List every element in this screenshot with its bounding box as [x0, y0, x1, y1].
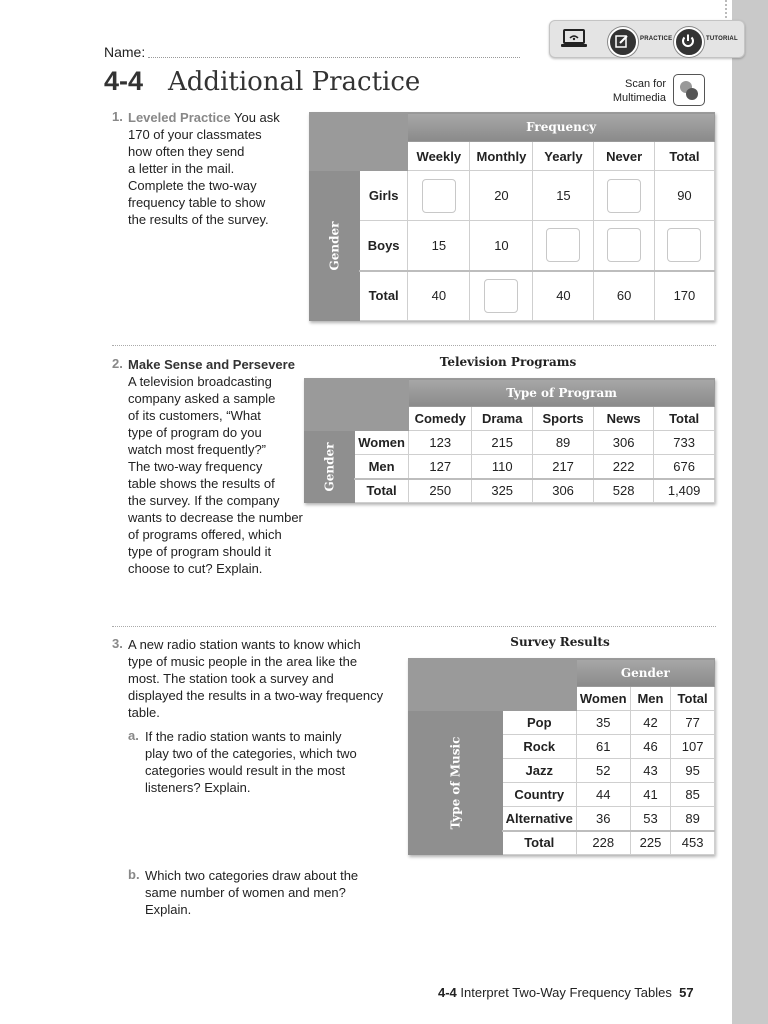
table-cell: 15 [533, 171, 594, 221]
row-header: Men [354, 455, 408, 479]
column-header: Never [594, 142, 654, 171]
column-header: Men [630, 687, 670, 711]
table-cell: 41 [630, 783, 670, 807]
tutorial-icon[interactable] [674, 27, 704, 57]
q2-line-7: the survey. If the company [128, 493, 280, 508]
table-row [305, 431, 715, 455]
tutorial-label[interactable]: TUTORIAL [706, 36, 738, 42]
q1-side-label: Gender [327, 221, 342, 270]
q1-line-0: You ask [230, 110, 280, 125]
practice-label[interactable]: PRACTICE [640, 36, 673, 42]
q2-side-label: Gender [322, 442, 337, 491]
table-cell: 107 [671, 735, 715, 759]
q2-band-header: Type of Program [409, 379, 715, 407]
page-number: 57 [679, 985, 694, 1000]
q2-television-table [304, 378, 715, 503]
q2-line-5: The two-way frequency [128, 459, 263, 474]
q3b-line-0: Which two categories draw about the [145, 868, 359, 883]
table-cell: 35 [576, 711, 630, 735]
table-cell: 170 [654, 271, 714, 321]
answer-box[interactable] [667, 228, 701, 262]
q2-lead: Make Sense and Persevere [128, 357, 295, 372]
table-row [310, 171, 715, 221]
column-header: Total [671, 687, 715, 711]
section-divider [112, 626, 716, 627]
q3-number: 3. [112, 636, 123, 651]
column-header: Total [654, 407, 715, 431]
q1-frequency-table [309, 112, 715, 321]
q1-lead: Leveled Practice [128, 110, 231, 125]
section-divider [112, 345, 716, 346]
q1-side-header [310, 171, 360, 321]
q1-line-6: the results of the survey. [128, 212, 269, 227]
q3a-line-2: categories would result in the most [145, 763, 346, 778]
row-header: Rock [502, 735, 576, 759]
q3-line-0: A new radio station wants to know which [128, 637, 361, 652]
answer-cell[interactable] [408, 171, 470, 221]
q2-line-4: watch most frequently?” [128, 442, 267, 457]
table-cell: 325 [472, 479, 533, 503]
table-cell: 20 [470, 171, 533, 221]
table-cell: 528 [594, 479, 654, 503]
q1-line-3: a letter in the mail. [128, 161, 235, 176]
table-cell: 733 [654, 431, 715, 455]
name-line[interactable] [148, 57, 520, 58]
row-header: Total [359, 271, 407, 321]
table-cell: 43 [630, 759, 670, 783]
q3-side-header [409, 711, 503, 855]
page-footer [438, 985, 694, 1000]
table-cell: 676 [654, 455, 715, 479]
q3-line-4: table. [128, 705, 160, 720]
q3-survey-table [408, 658, 715, 855]
table-cell: 123 [409, 431, 472, 455]
footer-lesson: 4-4 [438, 985, 457, 1000]
table-cell: 306 [533, 479, 594, 503]
answer-cell[interactable] [594, 221, 654, 271]
q2-line-0: A television broadcasting [128, 374, 272, 389]
q3-line-3: displayed the results in a two-way frequency [128, 688, 384, 703]
table-row [305, 455, 715, 479]
q2-line-9: of programs offered, which [128, 527, 282, 542]
row-header: Girls [359, 171, 407, 221]
q3-band-header: Gender [576, 659, 714, 687]
table-cell: 42 [630, 711, 670, 735]
row-header: Total [502, 831, 576, 855]
q3a-text [145, 728, 385, 796]
q2-line-11: choose to cut? Explain. [128, 561, 263, 576]
table-cell: 89 [671, 807, 715, 831]
answer-box[interactable] [484, 279, 518, 313]
q1-text [128, 109, 298, 228]
answer-cell[interactable] [594, 171, 654, 221]
q3a-line-1: play two of the categories, which two [145, 746, 357, 761]
row-header: Women [354, 431, 408, 455]
answer-cell[interactable] [470, 271, 533, 321]
scan-icon[interactable] [673, 74, 705, 106]
column-header: Comedy [409, 407, 472, 431]
table-cell: 250 [409, 479, 472, 503]
table-cell: 10 [470, 221, 533, 271]
q1-line-5: frequency table to show [128, 195, 266, 210]
q2-line-8: wants to decrease the number [128, 510, 303, 525]
q3-line-2: most. The station took a survey and [128, 671, 334, 686]
scan-line-2: Multimedia [612, 92, 666, 104]
q2-number: 2. [112, 356, 123, 371]
answer-cell[interactable] [654, 221, 714, 271]
table-cell: 53 [630, 807, 670, 831]
table-row [310, 271, 715, 321]
table-cell: 225 [630, 831, 670, 855]
q1-line-4: Complete the two-way [128, 178, 257, 193]
q2-text [128, 356, 318, 577]
table-cell: 453 [671, 831, 715, 855]
q3a-label: a. [128, 728, 139, 743]
practice-icon[interactable] [608, 27, 638, 57]
table-cell: 40 [408, 271, 470, 321]
q2-line-2: of its customers, “What [128, 408, 261, 423]
q3-line-1: type of music people in the area like the [128, 654, 358, 669]
table-cell: 85 [671, 783, 715, 807]
column-header: Total [654, 142, 714, 171]
table-cell: 110 [472, 455, 533, 479]
answer-box[interactable] [422, 179, 456, 213]
answer-box[interactable] [607, 179, 641, 213]
table-cell: 44 [576, 783, 630, 807]
q1-line-1: 170 of your classmates [128, 127, 262, 142]
column-header: Women [576, 687, 630, 711]
lesson-number: 4-4 [104, 66, 144, 96]
q2-line-3: type of program do you [128, 425, 262, 440]
name-label: Name: [104, 44, 146, 60]
column-header: Weekly [408, 142, 470, 171]
column-header: Yearly [533, 142, 594, 171]
table-cell: 46 [630, 735, 670, 759]
table-cell: 77 [671, 711, 715, 735]
scan-for-multimedia [596, 77, 666, 105]
table-row [409, 711, 715, 735]
column-header: Monthly [470, 142, 533, 171]
scan-line-1: Scan for [625, 78, 666, 90]
laptop-icon[interactable] [560, 28, 588, 50]
row-header: Jazz [502, 759, 576, 783]
table-cell: 95 [671, 759, 715, 783]
column-header: News [594, 407, 654, 431]
q2-table-title: Television Programs [439, 355, 577, 369]
table-cell: 89 [533, 431, 594, 455]
q3-text [128, 636, 408, 721]
table-cell: 215 [472, 431, 533, 455]
footer-title: Interpret Two-Way Frequency Tables [460, 985, 672, 1000]
q3b-line-1: same number of women and men? [145, 885, 346, 900]
table-row [310, 221, 715, 271]
q3-table-title: Survey Results [510, 635, 610, 649]
table-cell: 127 [409, 455, 472, 479]
q3b-line-2: Explain. [145, 902, 192, 917]
answer-cell[interactable] [533, 221, 594, 271]
table-cell: 228 [576, 831, 630, 855]
table-cell: 52 [576, 759, 630, 783]
table-corner [310, 113, 408, 171]
q3b-label: b. [128, 867, 140, 882]
table-cell: 61 [576, 735, 630, 759]
lesson-title: Additional Practice [168, 67, 421, 97]
row-header: Total [354, 479, 408, 503]
table-cell: 217 [533, 455, 594, 479]
q1-line-2: how often they send [128, 144, 245, 159]
q2-line-1: company asked a sample [128, 391, 276, 406]
q2-line-10: type of program should it [128, 544, 272, 559]
row-header: Country [502, 783, 576, 807]
q1-band-header: Frequency [408, 113, 715, 142]
dotted-divider [725, 0, 727, 22]
table-cell: 36 [576, 807, 630, 831]
answer-box[interactable] [607, 228, 641, 262]
table-cell: 90 [654, 171, 714, 221]
q3a-line-0: If the radio station wants to mainly [145, 729, 342, 744]
q2-side-header [305, 431, 355, 503]
q3-side-label: Type of Music [448, 736, 463, 829]
table-row [305, 479, 715, 503]
table-cell: 60 [594, 271, 654, 321]
q2-line-6: table shows the results of [128, 476, 275, 491]
q3b-text [145, 867, 385, 918]
row-header: Pop [502, 711, 576, 735]
media-toolbar [549, 20, 745, 58]
column-header: Sports [533, 407, 594, 431]
table-corner [305, 379, 409, 431]
row-header: Boys [359, 221, 407, 271]
table-cell: 222 [594, 455, 654, 479]
table-cell: 306 [594, 431, 654, 455]
table-cell: 1,409 [654, 479, 715, 503]
column-header: Drama [472, 407, 533, 431]
table-corner [409, 659, 577, 711]
table-cell: 15 [408, 221, 470, 271]
row-header: Alternative [502, 807, 576, 831]
q3a-line-3: listeners? Explain. [145, 780, 251, 795]
page-edge-bar [732, 0, 768, 1024]
table-cell: 40 [533, 271, 594, 321]
q1-number: 1. [112, 109, 123, 124]
answer-box[interactable] [546, 228, 580, 262]
